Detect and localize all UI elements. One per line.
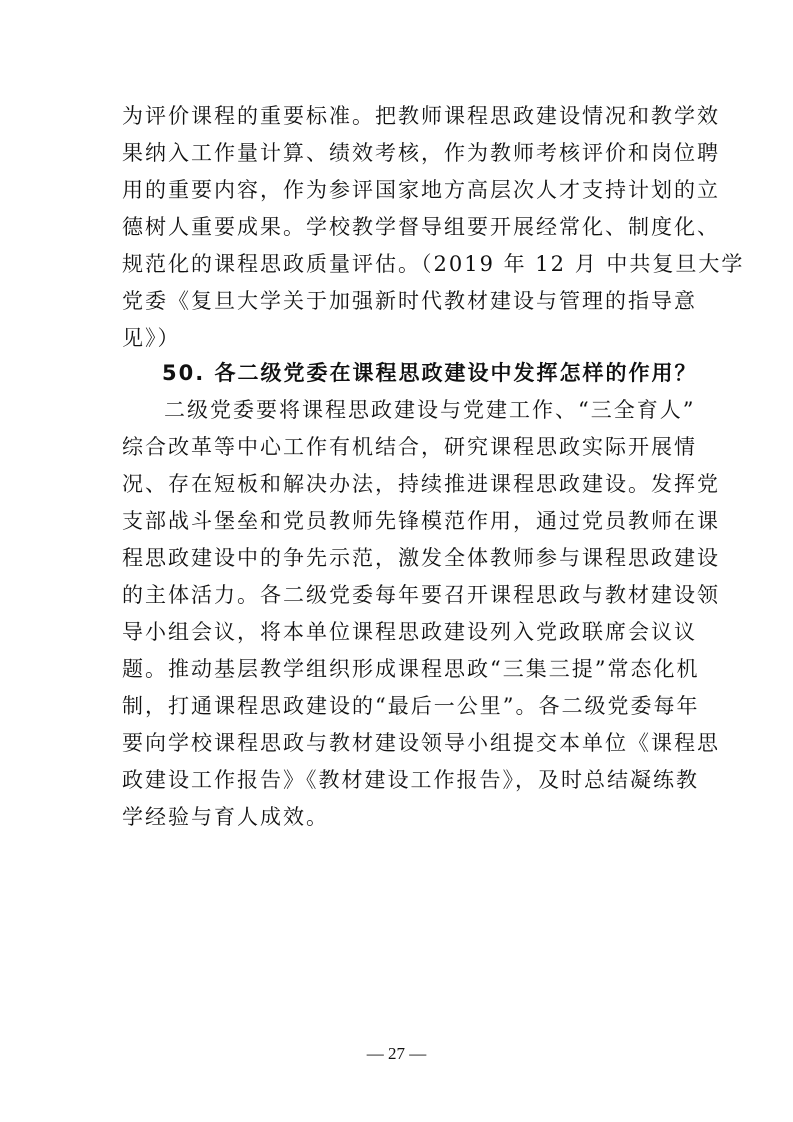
paragraph-line: 政建设工作报告》《教材建设工作报告》，及时总结凝练教	[122, 768, 699, 792]
paragraph-line: 德树人重要成果。学校教学督导组要开展经常化、制度化、	[122, 215, 720, 239]
paragraph-line: 用的重要内容，作为参评国家地方高层次人才支持计划的立	[122, 178, 720, 202]
paragraph-line: 综合改革等中心工作有机结合，研究课程思政实际开展情	[122, 435, 697, 459]
paragraph-line: 规范化的课程思政质量评估。（2019 年 12 月 中共复旦大学	[122, 252, 745, 276]
paragraph-line: 学经验与育人成效。	[122, 805, 329, 829]
paragraph-line: 程思政建设中的争先示范，激发全体教师参与课程思政建设	[122, 546, 720, 570]
paragraph-line: 见》）	[122, 326, 181, 350]
paragraph-line: 导小组会议，将本单位课程思政建设列入党政联席会议议	[122, 620, 697, 644]
paragraph-line: 的主体活力。各二级党委每年要召开课程思政与教材建设领	[122, 583, 720, 607]
paragraph-line: 题。推动基层教学组织形成课程思政“三集三提”常态化机	[122, 657, 700, 681]
paragraph-line: 为评价课程的重要标准。把教师课程思政建设情况和教学效	[122, 104, 720, 128]
paragraph-line: 果纳入工作量计算、绩效考核，作为教师考核评价和岗位聘	[122, 141, 720, 165]
page-number: — 27 —	[366, 1044, 427, 1063]
paragraph-line: 制，打通课程思政建设的“最后一公里”。各二级党委每年	[122, 694, 700, 718]
paragraph-line: 二级党委要将课程思政建设与党建工作、“三全育人”	[164, 398, 696, 422]
paragraph-line: 党委《复旦大学关于加强新时代教材建设与管理的指导意	[122, 289, 697, 313]
paragraph-line: 支部战斗堡垒和党员教师先锋模范作用，通过党员教师在课	[122, 509, 720, 533]
paragraph-line: 要向学校课程思政与教材建设领导小组提交本单位《课程思	[122, 731, 720, 755]
question-heading: 50. 各二级党委在课程思政建设中发挥怎样的作用？	[162, 361, 698, 385]
paragraph-line: 况、存在短板和解决办法，持续推进课程思政建设。发挥党	[122, 472, 720, 496]
